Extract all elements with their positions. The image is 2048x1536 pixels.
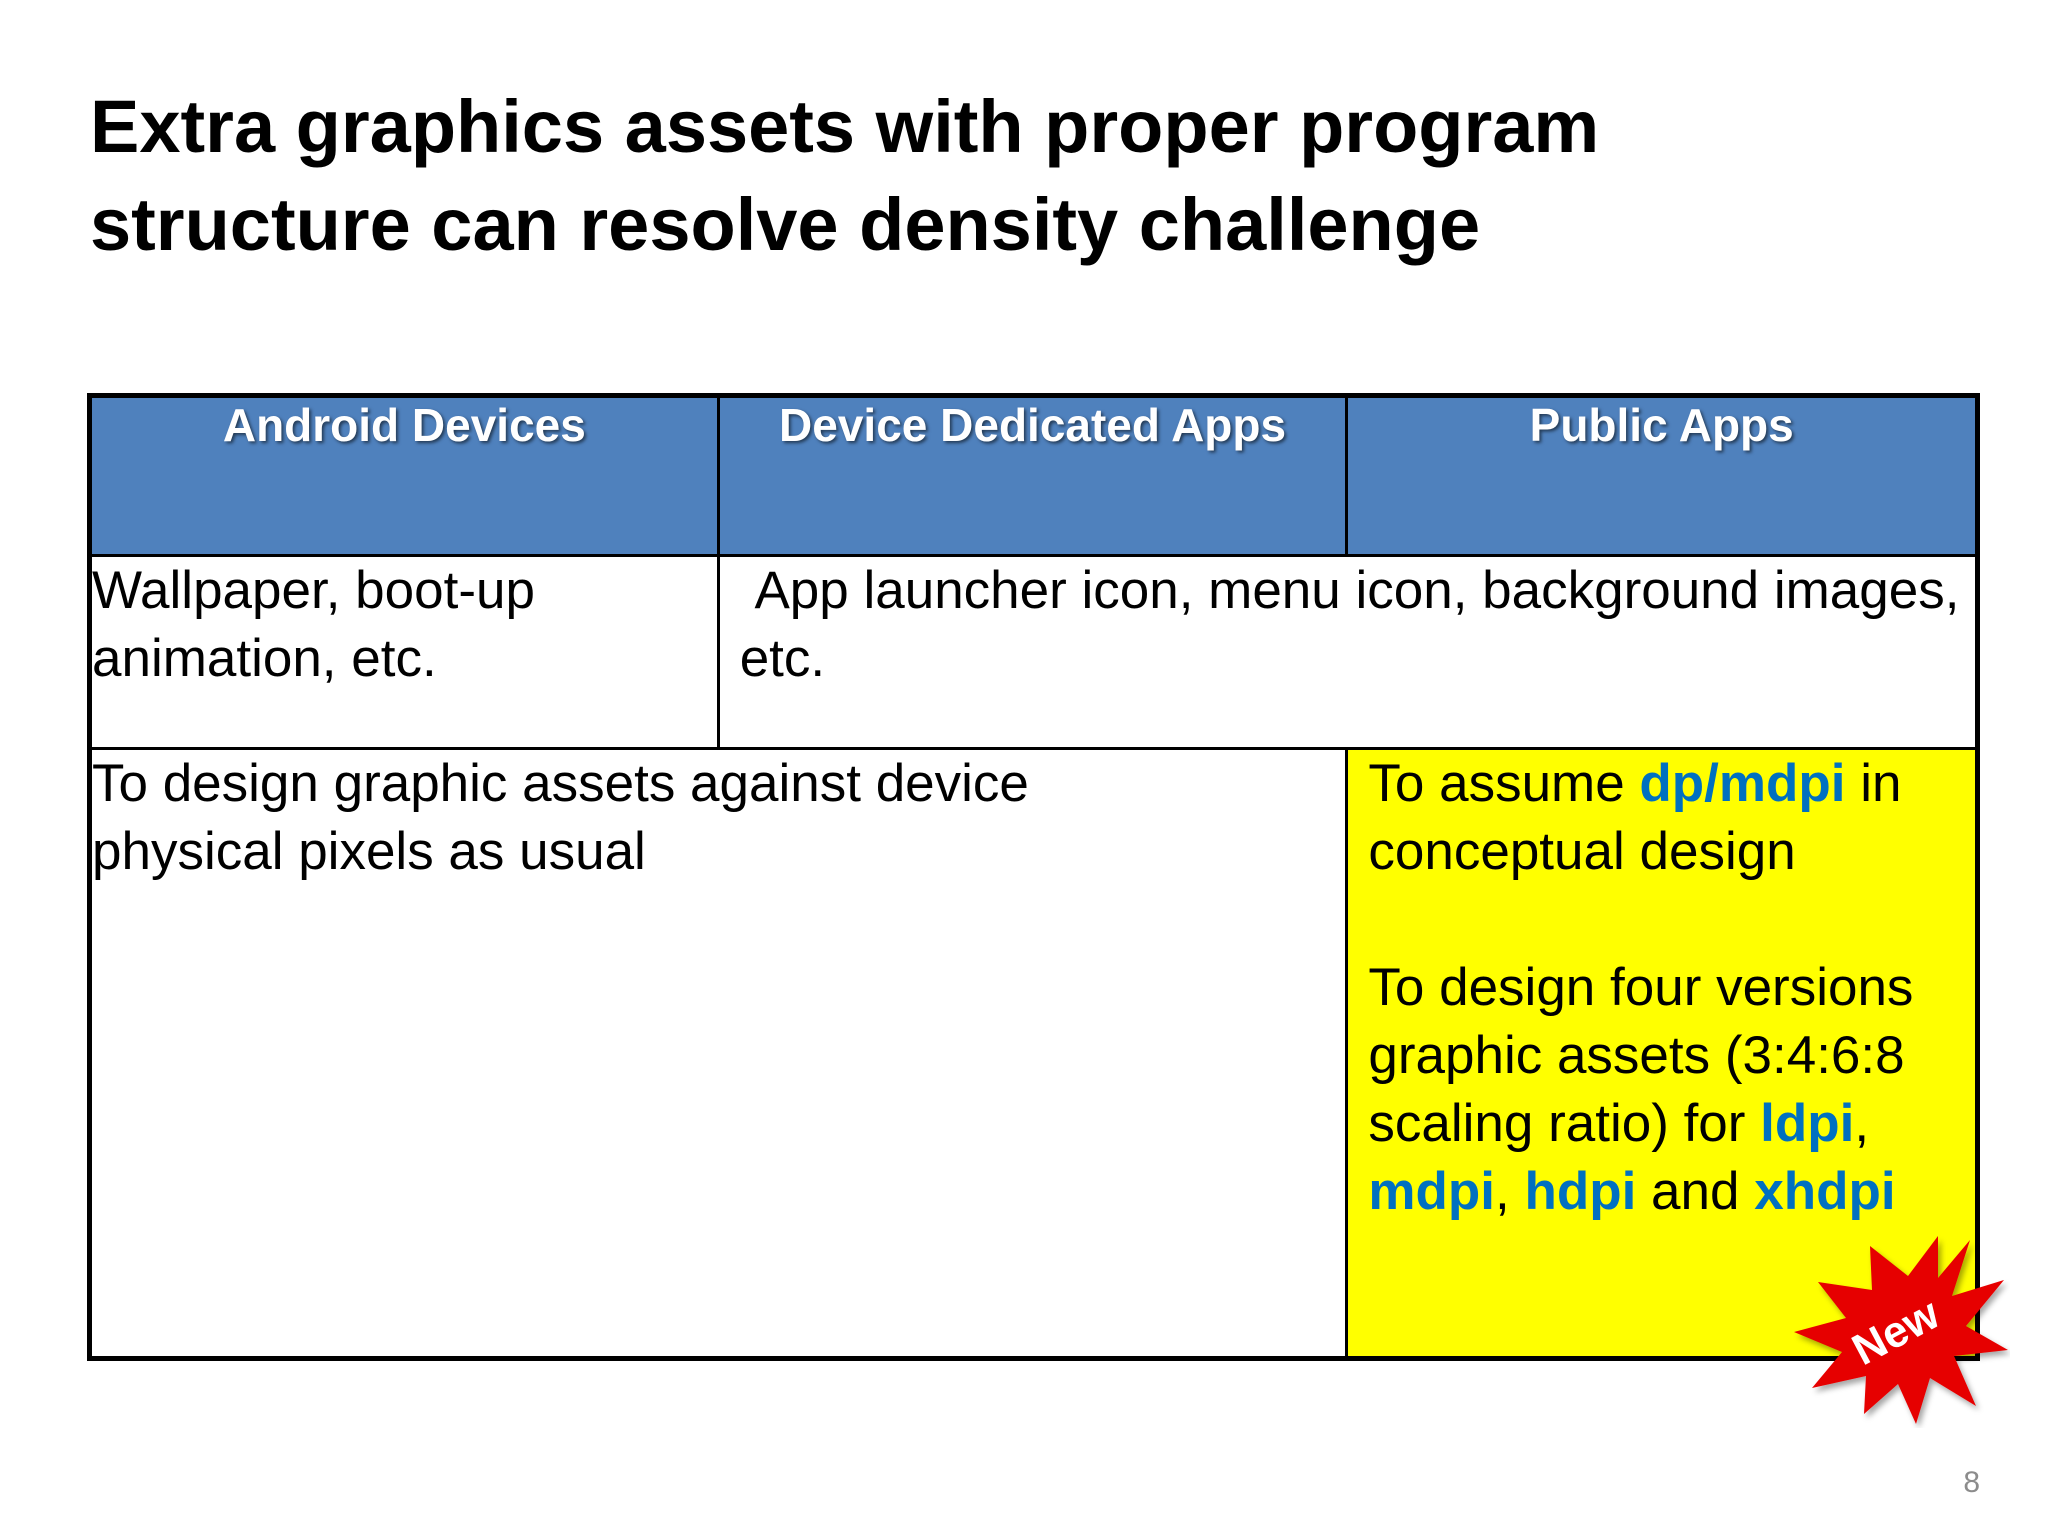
text-span: , <box>1854 1094 1870 1153</box>
slide-title <box>90 78 1950 274</box>
term-dp-mdpi: dp/mdpi <box>1639 754 1846 813</box>
term-ldpi: ldpi <box>1760 1094 1855 1153</box>
cell-apps-assets: App launcher icon, menu icon, background images, etc. <box>718 556 1977 749</box>
term-xhdpi: xhdpi <box>1754 1162 1896 1221</box>
comparison-table <box>87 393 1980 1361</box>
text-span: To design four versions graphic assets (3:4:6:8 scaling ratio) for <box>1368 958 1914 1153</box>
paragraph-spacer <box>1368 886 1963 954</box>
text-span: To assume <box>1368 754 1640 813</box>
cell-android-devices-assets: Wallpaper, boot-up animation, etc. <box>90 556 719 749</box>
term-hdpi: hdpi <box>1524 1162 1637 1221</box>
slide-title-line-1: Extra graphics assets with proper program <box>90 85 1600 168</box>
slide-title-line-2: structure can resolve density challenge <box>90 183 1481 266</box>
text-span: in conceptual design <box>1368 754 1902 881</box>
term-mdpi: mdpi <box>1368 1162 1496 1221</box>
public-apps-paragraph-1 <box>1368 750 1963 886</box>
table-header-row <box>90 396 1978 556</box>
table-row <box>90 556 1978 749</box>
header-public-apps: Public Apps <box>1347 396 1978 556</box>
public-apps-paragraph-2 <box>1368 954 1963 1226</box>
new-badge-label: New <box>1844 1289 1948 1375</box>
header-device-dedicated-apps: Device Dedicated Apps <box>718 396 1347 556</box>
table-row <box>90 749 1978 1359</box>
starburst-icon <box>1790 1228 2010 1428</box>
text-span: , <box>1495 1162 1525 1221</box>
header-android-devices: Android Devices <box>90 396 719 556</box>
cell-physical-pixels-design: To design graphic assets against device physical pixels as usual <box>90 749 1347 1359</box>
page-number: 8 <box>1963 1466 1980 1499</box>
text-span: and <box>1636 1162 1755 1221</box>
